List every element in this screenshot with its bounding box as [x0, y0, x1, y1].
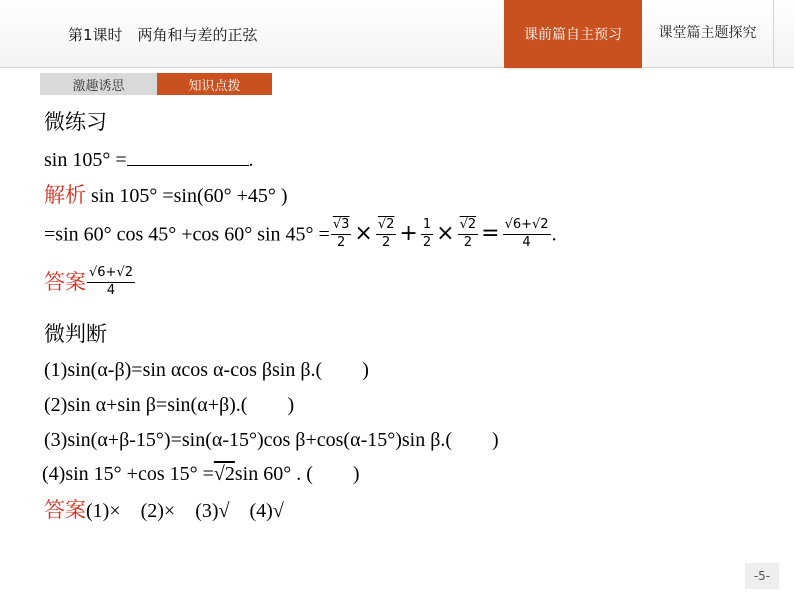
item4-expr-b: sin 60° . ( ) [234, 463, 360, 485]
analysis-label: 解析 [44, 183, 86, 207]
judge-answer-text: (1)× (2)× (3)√ (4)√ [86, 500, 284, 522]
header-end [774, 0, 794, 68]
tab-explore[interactable]: 课堂篇主题探究 [642, 0, 774, 68]
question-expr: sin 105° = [44, 149, 127, 171]
judge-answer-label: 答案 [44, 498, 86, 522]
practice-heading: 微练习 [44, 110, 107, 134]
times-sign: × [354, 221, 373, 247]
plus-sign: + [399, 221, 418, 247]
tab-preview[interactable]: 课前篇自主预习 [504, 0, 642, 68]
answer-fraction: $\frac{√6+√2}{4}$ [89, 265, 134, 298]
fraction-sqrt2-over-2: $\frac{√2}{2}$ [377, 217, 395, 250]
fraction-1-over-2: $\frac{1}{2}$ [422, 217, 432, 250]
question-end: . [248, 149, 254, 171]
times-sign: × [436, 221, 455, 247]
calc-end: . [551, 223, 557, 246]
fraction-sqrt2-over-2: $\frac{√2}{2}$ [459, 217, 477, 250]
answer-blank [127, 148, 249, 166]
calc-expr: =sin 60° cos 45° +cos 60° sin 45° = [44, 223, 330, 246]
answer-label: 答案 [44, 269, 86, 294]
sqrt2-symbol: √2 [213, 463, 235, 485]
judge-item-3: (3)sin(α+β-15°)=sin(α-15°)cos β+cos(α-15°)sin β.( ) [44, 429, 499, 451]
analysis-line [44, 185, 288, 206]
judge-item-2: (2)sin α+sin β=sin(α+β).( ) [44, 394, 295, 416]
page-number: -5- [745, 563, 779, 589]
header-bar [0, 0, 794, 68]
subtab-motivation[interactable]: 激趣诱思 [40, 73, 157, 95]
equals-sign: = [481, 221, 500, 247]
judge-item-1: (1)sin(α-β)=sin αcos α-cos βsin β.( ) [44, 359, 369, 381]
judge-answer-line [44, 500, 284, 521]
judge-item-4 [42, 464, 360, 484]
lesson-title: 第1课时 两角和与差的正弦 [68, 26, 258, 44]
judge-heading: 微判断 [44, 322, 107, 346]
header-title-area [0, 0, 504, 68]
practice-question [44, 148, 254, 170]
analysis-expr: sin 105° =sin(60° +45° ) [91, 185, 288, 207]
fraction-sqrt3-over-2: $\frac{√3}{2}$ [332, 217, 350, 250]
item4-expr-a: (4)sin 15° +cos 15° = [42, 463, 214, 485]
subtab-knowledge[interactable]: 知识点拨 [157, 73, 272, 95]
practice-answer-line [44, 266, 136, 299]
fraction-result: $\frac{√6+√2}{4}$ [504, 217, 549, 250]
calculation-line [44, 218, 557, 251]
